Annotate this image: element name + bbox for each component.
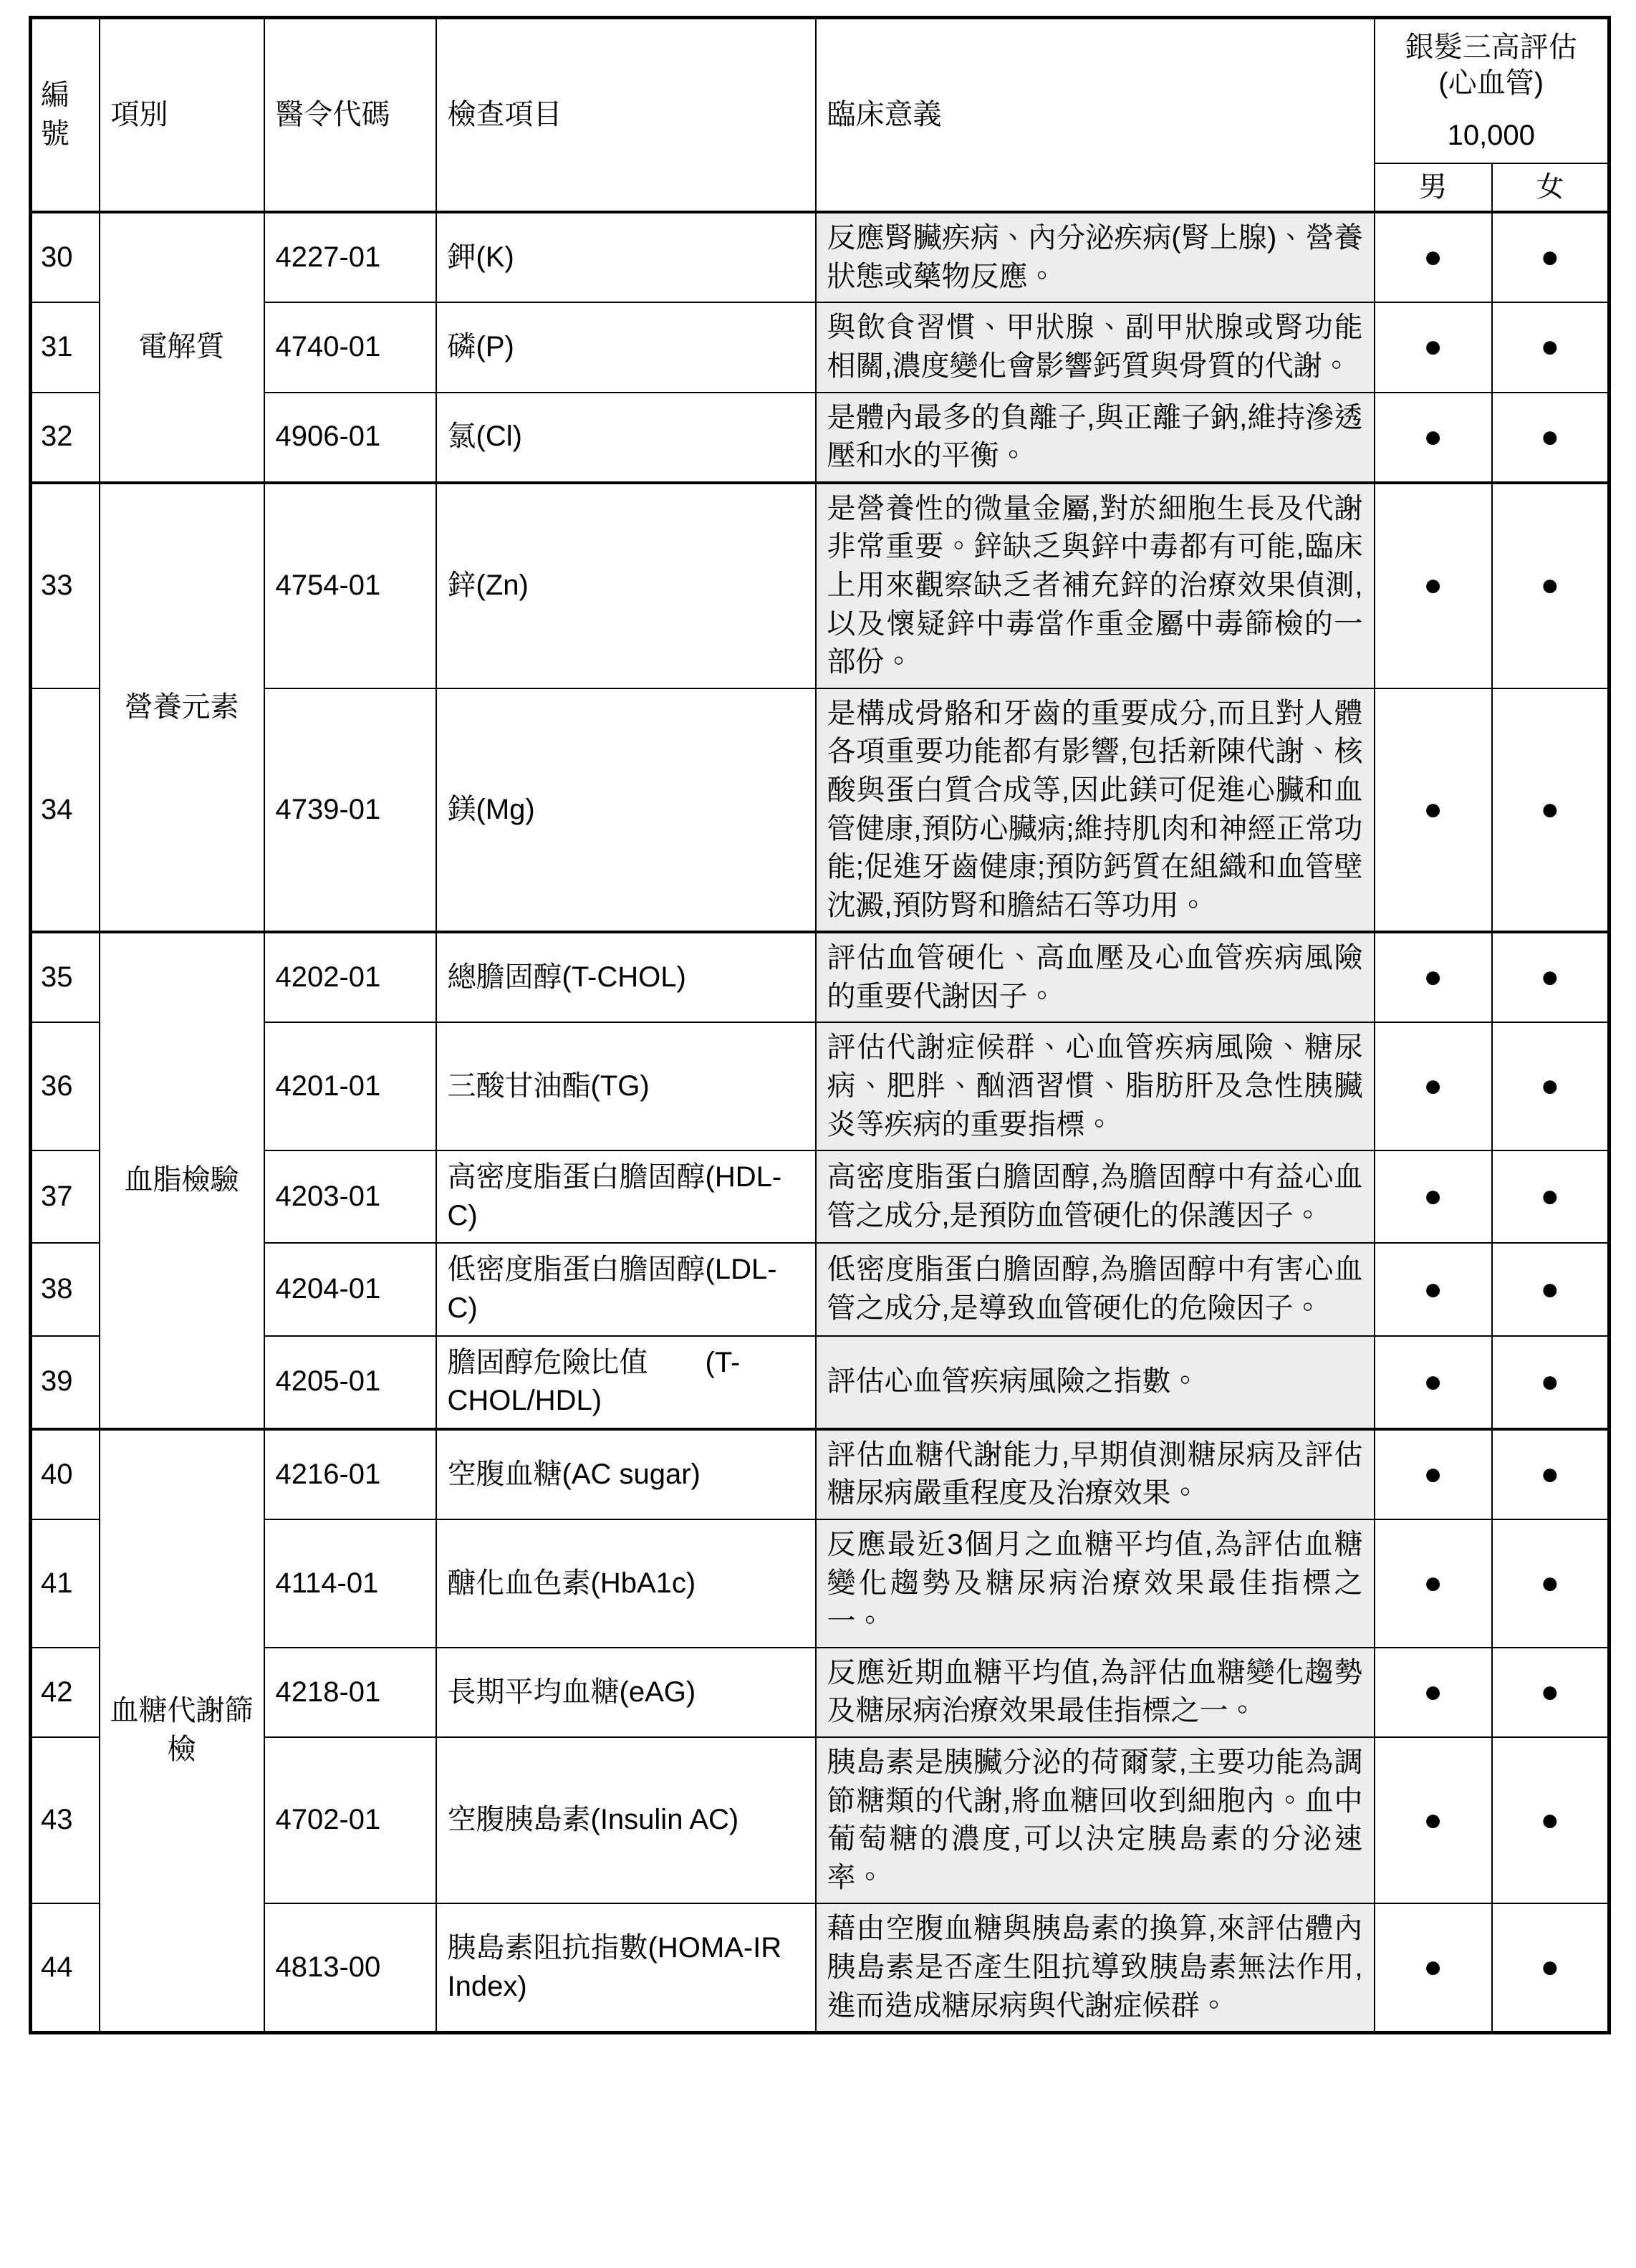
plan-title (1381, 29, 1602, 101)
row-number-cell: 41 (31, 1519, 100, 1648)
item-cell: 磷(P) (436, 302, 816, 392)
row-number-cell: 35 (31, 932, 100, 1022)
meaning-cell: 低密度脂蛋白膽固醇,為膽固醇中有害心血管之成分,是導致血管硬化的危險因子。 (816, 1243, 1375, 1335)
meaning-cell: 是體內最多的負離子,與正離子鈉,維持滲透壓和水的平衡。 (816, 393, 1375, 483)
female-dot-cell: ● (1492, 1903, 1609, 2032)
female-dot-cell: ● (1492, 393, 1609, 483)
col-header-category: 項別 (100, 18, 264, 213)
female-dot-cell: ● (1492, 1022, 1609, 1150)
table-row (31, 483, 1609, 688)
meaning-cell: 評估代謝症候群、心血管疾病風險、糖尿病、肥胖、酗酒習慣、脂肪肝及急性胰臟炎等疾病的重要指標。 (816, 1022, 1375, 1150)
female-dot-cell: ● (1492, 1150, 1609, 1243)
row-number-cell: 37 (31, 1150, 100, 1243)
meaning-cell: 評估心血管疾病風險之指數。 (816, 1336, 1375, 1429)
header-row (31, 18, 1609, 163)
item-cell: 低密度脂蛋白膽固醇(LDL-C) (436, 1243, 816, 1335)
table-row (31, 1243, 1609, 1335)
code-cell: 4114-01 (264, 1519, 436, 1648)
female-dot-cell: ● (1492, 1243, 1609, 1335)
male-dot-cell: ● (1375, 1648, 1492, 1737)
row-number-cell: 42 (31, 1648, 100, 1737)
meaning-cell: 與飲食習慣、甲狀腺、副甲狀腺或腎功能相關,濃度變化會影響鈣質與骨質的代謝。 (816, 302, 1375, 392)
male-dot-cell: ● (1375, 302, 1492, 392)
table-row (31, 1737, 1609, 1903)
table-row (31, 932, 1609, 1022)
male-dot-cell: ● (1375, 1336, 1492, 1429)
item-cell: 膽固醇危險比值 (T-CHOL/HDL) (436, 1336, 816, 1429)
plan-header (1375, 18, 1609, 163)
female-dot-cell: ● (1492, 302, 1609, 392)
female-dot-cell: ● (1492, 1648, 1609, 1737)
table-body (31, 212, 1609, 2032)
col-header-item: 檢查項目 (436, 18, 816, 213)
table-row (31, 302, 1609, 392)
male-dot-cell: ● (1375, 1022, 1492, 1150)
code-cell: 4754-01 (264, 483, 436, 688)
col-header-male: 男 (1375, 163, 1492, 213)
code-cell: 4205-01 (264, 1336, 436, 1429)
male-dot-cell: ● (1375, 1737, 1492, 1903)
code-cell: 4218-01 (264, 1648, 436, 1737)
male-dot-cell: ● (1375, 1243, 1492, 1335)
row-number-cell: 40 (31, 1429, 100, 1519)
female-dot-cell: ● (1492, 212, 1609, 302)
code-cell: 4740-01 (264, 302, 436, 392)
row-number-cell: 32 (31, 393, 100, 483)
col-header-no: 編號 (31, 18, 100, 213)
male-dot-cell: ● (1375, 212, 1492, 302)
table-row (31, 393, 1609, 483)
meaning-cell: 是營養性的微量金屬,對於細胞生長及代謝非常重要。鋅缺乏與鋅中毒都有可能,臨床上用來觀察缺乏者補充鋅的治療效果偵測,以及懷疑鋅中毒當作重金屬中毒篩檢的一部份。 (816, 483, 1375, 688)
row-number-cell: 34 (31, 688, 100, 933)
code-cell: 4813-00 (264, 1903, 436, 2032)
row-number-cell: 39 (31, 1336, 100, 1429)
meaning-cell: 是構成骨骼和牙齒的重要成分,而且對人體各項重要功能都有影響,包括新陳代謝、核酸與蛋白質合成等,因此鎂可促進心臟和血管健康,預防心臟病;維持肌肉和神經正常功能;促進牙齒健康;預防鈣質在組織和血管壁沈澱,預防腎和膽結石等功用。 (816, 688, 1375, 933)
male-dot-cell: ● (1375, 932, 1492, 1022)
category-cell: 血脂檢驗 (100, 932, 264, 1429)
row-number-cell: 43 (31, 1737, 100, 1903)
female-dot-cell: ● (1492, 688, 1609, 933)
male-dot-cell: ● (1375, 393, 1492, 483)
male-dot-cell: ● (1375, 1519, 1492, 1648)
item-cell: 醣化血色素(HbA1c) (436, 1519, 816, 1648)
table-row (31, 688, 1609, 933)
meaning-cell: 藉由空腹血糖與胰島素的換算,來評估體內胰島素是否產生阻抗導致胰島素無法作用,進而造成糖尿病與代謝症候群。 (816, 1903, 1375, 2032)
table-row (31, 1022, 1609, 1150)
female-dot-cell: ● (1492, 932, 1609, 1022)
category-cell: 營養元素 (100, 483, 264, 933)
item-cell: 鎂(Mg) (436, 688, 816, 933)
plan-price: 10,000 (1447, 120, 1535, 151)
code-cell: 4204-01 (264, 1243, 436, 1335)
code-cell: 4739-01 (264, 688, 436, 933)
code-cell: 4227-01 (264, 212, 436, 302)
meaning-cell: 評估血糖代謝能力,早期偵測糖尿病及評估糖尿病嚴重程度及治療效果。 (816, 1429, 1375, 1519)
meaning-cell: 反應腎臟疾病、內分泌疾病(腎上腺)、營養狀態或藥物反應。 (816, 212, 1375, 302)
male-dot-cell: ● (1375, 1150, 1492, 1243)
col-header-meaning: 臨床意義 (816, 18, 1375, 213)
male-dot-cell: ● (1375, 688, 1492, 933)
col-header-code: 醫令代碼 (264, 18, 436, 213)
item-cell: 長期平均血糖(eAG) (436, 1648, 816, 1737)
table-row (31, 1903, 1609, 2032)
code-cell: 4702-01 (264, 1737, 436, 1903)
male-dot-cell: ● (1375, 1429, 1492, 1519)
table-row (31, 1336, 1609, 1429)
item-cell: 胰島素阻抗指數(HOMA-IR Index) (436, 1903, 816, 2032)
item-cell: 氯(Cl) (436, 393, 816, 483)
female-dot-cell: ● (1492, 1336, 1609, 1429)
meaning-cell: 高密度脂蛋白膽固醇,為膽固醇中有益心血管之成分,是預防血管硬化的保護因子。 (816, 1150, 1375, 1243)
meaning-cell: 評估血管硬化、高血壓及心血管疾病風險的重要代謝因子。 (816, 932, 1375, 1022)
male-dot-cell: ● (1375, 1903, 1492, 2032)
category-cell: 血糖代謝篩檢 (100, 1429, 264, 2033)
table-row (31, 212, 1609, 302)
male-dot-cell: ● (1375, 483, 1492, 688)
code-cell: 4216-01 (264, 1429, 436, 1519)
table-row (31, 1519, 1609, 1648)
checkup-items-table (29, 16, 1611, 2034)
item-cell: 高密度脂蛋白膽固醇(HDL-C) (436, 1150, 816, 1243)
plan-title-line2: (心血管) (1438, 67, 1544, 99)
female-dot-cell: ● (1492, 1429, 1609, 1519)
item-cell: 空腹血糖(AC sugar) (436, 1429, 816, 1519)
table-header (31, 18, 1609, 213)
code-cell: 4201-01 (264, 1022, 436, 1150)
plan-title-line1: 銀髮三高評估 (1405, 32, 1577, 63)
row-number-cell: 30 (31, 212, 100, 302)
item-cell: 空腹胰島素(Insulin AC) (436, 1737, 816, 1903)
female-dot-cell: ● (1492, 483, 1609, 688)
code-cell: 4202-01 (264, 932, 436, 1022)
row-number-cell: 33 (31, 483, 100, 688)
code-cell: 4203-01 (264, 1150, 436, 1243)
item-cell: 總膽固醇(T-CHOL) (436, 932, 816, 1022)
female-dot-cell: ● (1492, 1737, 1609, 1903)
row-number-cell: 31 (31, 302, 100, 392)
meaning-cell: 反應最近3個月之血糖平均值,為評估血糖變化趨勢及糖尿病治療效果最佳指標之一。 (816, 1519, 1375, 1648)
row-number-cell: 44 (31, 1903, 100, 2032)
code-cell: 4906-01 (264, 393, 436, 483)
row-number-cell: 36 (31, 1022, 100, 1150)
meaning-cell: 胰島素是胰臟分泌的荷爾蒙,主要功能為調節糖類的代謝,將血糖回收到細胞內。血中葡萄糖的濃度,可以決定胰島素的分泌速率。 (816, 1737, 1375, 1903)
item-cell: 鉀(K) (436, 212, 816, 302)
item-cell: 三酸甘油酯(TG) (436, 1022, 816, 1150)
col-header-female: 女 (1492, 163, 1609, 213)
row-number-cell: 38 (31, 1243, 100, 1335)
table-row (31, 1648, 1609, 1737)
item-cell: 鋅(Zn) (436, 483, 816, 688)
category-cell: 電解質 (100, 212, 264, 483)
female-dot-cell: ● (1492, 1519, 1609, 1648)
meaning-cell: 反應近期血糖平均值,為評估血糖變化趨勢及糖尿病治療效果最佳指標之一。 (816, 1648, 1375, 1737)
table-row (31, 1429, 1609, 1519)
table-row (31, 1150, 1609, 1243)
